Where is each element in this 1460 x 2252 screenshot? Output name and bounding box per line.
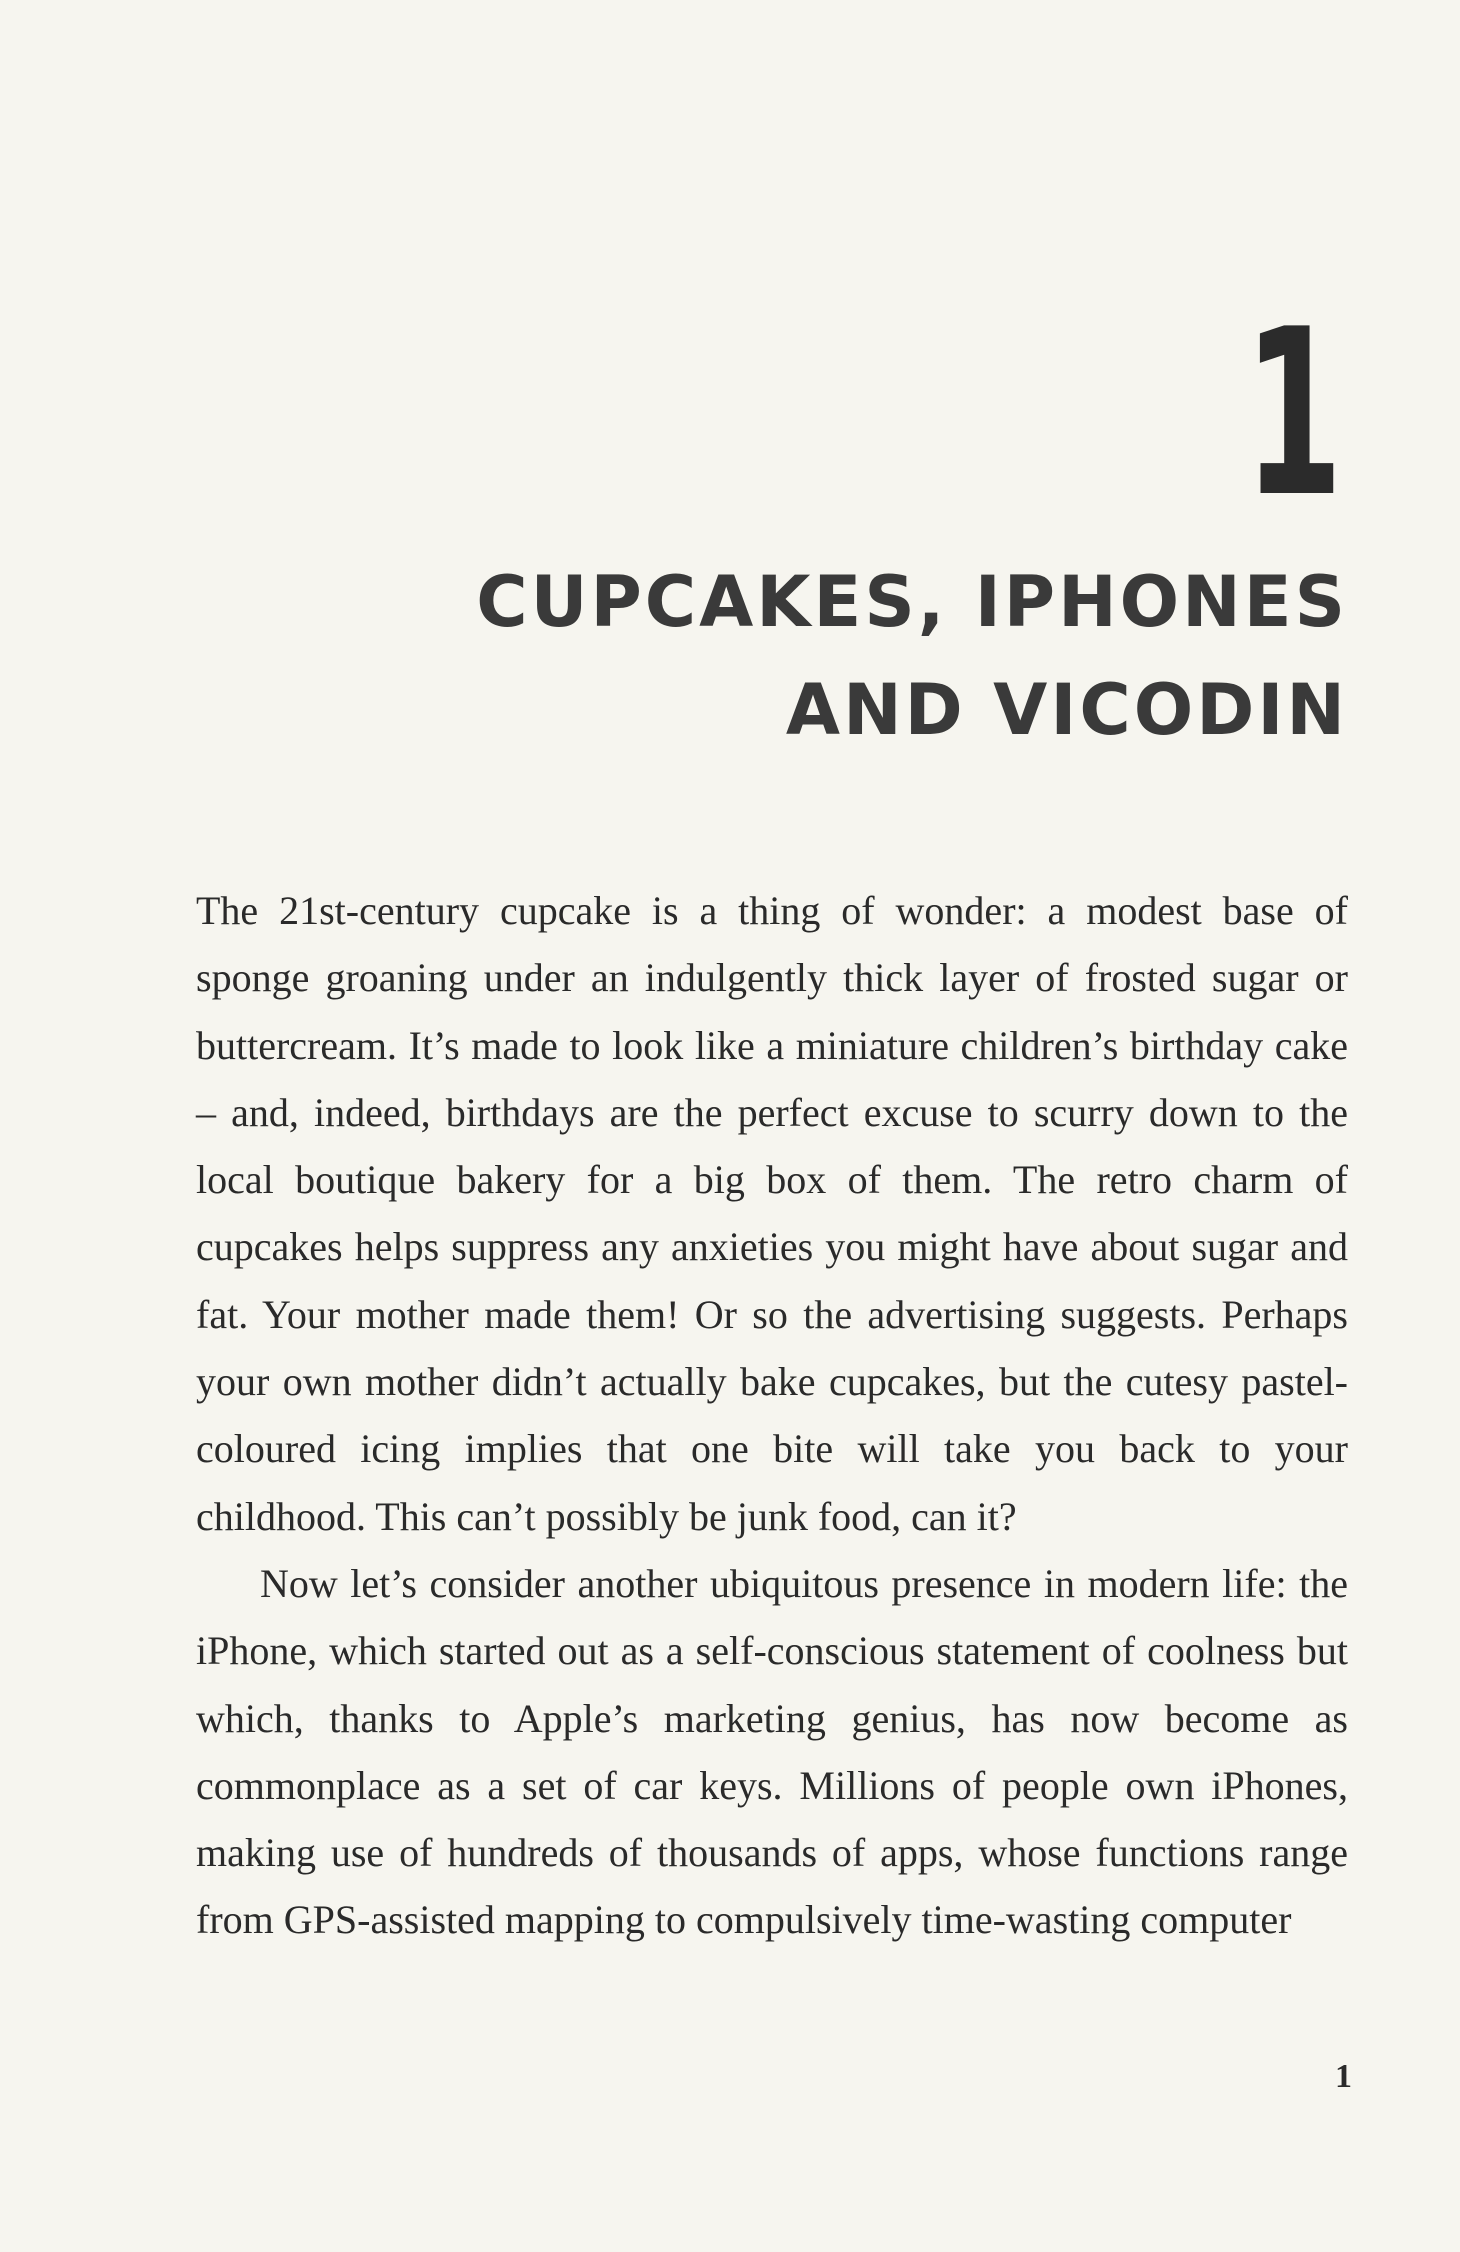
chapter-number: 1 [1243, 281, 1343, 548]
chapter-title [348, 548, 1348, 764]
paragraph-2: Now let’s consider another ubiquitous presence in modern life: the iPhone, which started out as a self-conscious statement of coolness but which, thanks to Apple’s marketing genius, has now become as commonplace as a set of car keys. Millions of people own iPhones, making use of hundreds of thousands of apps, whose functions range from GPS-assisted mapping to compulsively time-wasting computer [196, 1560, 1348, 1943]
chapter-title-line-2: AND VICODIN [785, 669, 1348, 751]
page-number: 1 [1335, 2058, 1352, 2095]
chapter-title-line-1: CUPCAKES, IPHONES [476, 561, 1348, 643]
body-text [196, 877, 1348, 1954]
paragraph-1: The 21st-century cupcake is a thing of wonder: a modest base of sponge groaning under an indulgently thick layer of frosted sugar or buttercream. It’s made to look like a miniature children’s birthday cake – and, indeed, birthdays are the perfect excuse to scurry down to the local boutique bakery for a big box of them. The retro charm of cupcakes helps suppress any anxieties you might have about sugar and fat. Your mother made them! Or so the advertising suggests. Perhaps your own mother didn’t actually bake cupcakes, but the cutesy pastel-coloured icing implies that one bite will take you back to your childhood. This can’t possibly be junk food, can it? [196, 888, 1348, 1539]
